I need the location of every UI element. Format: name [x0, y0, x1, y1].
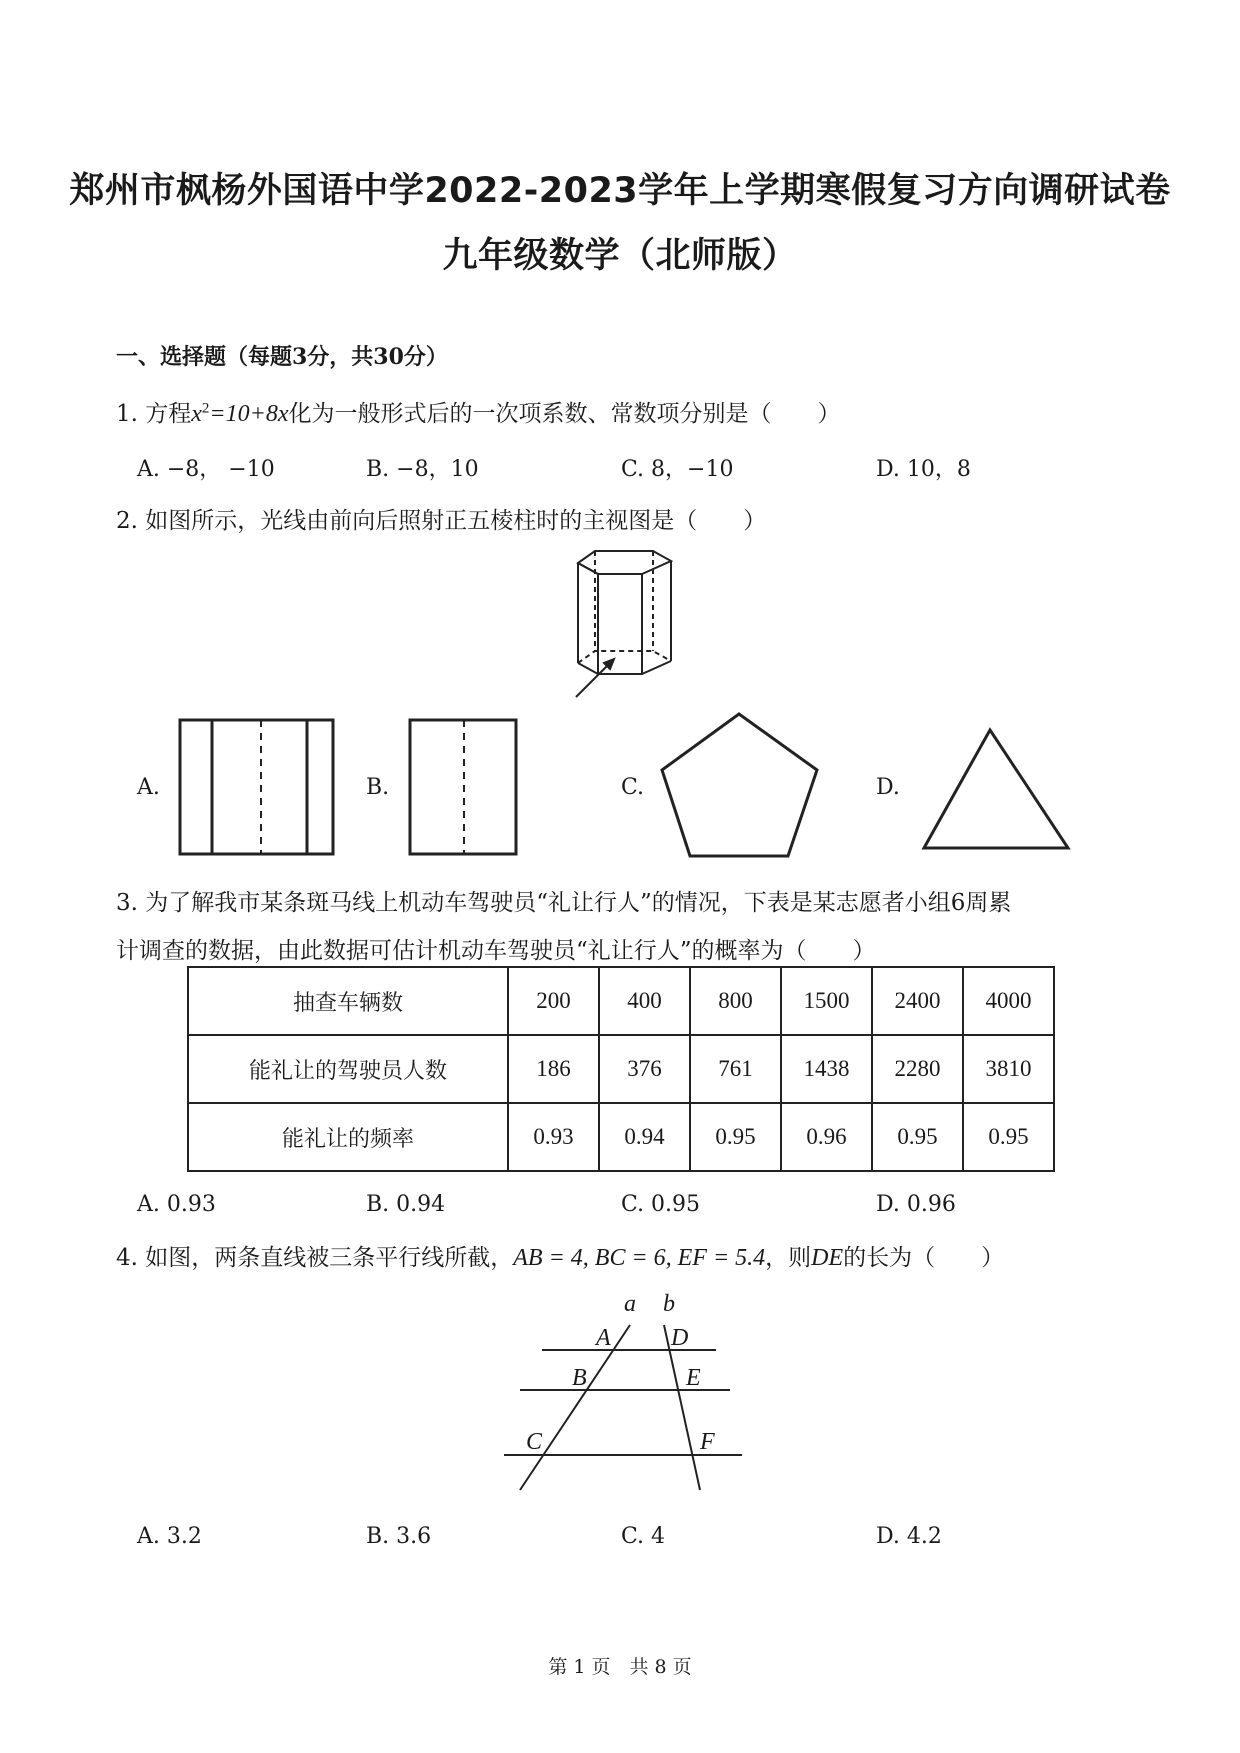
- label-C: C: [526, 1429, 543, 1455]
- equation-rest: =10+8x: [209, 401, 289, 427]
- table-row-header: 能礼让的频率: [188, 1103, 508, 1171]
- option-a[interactable]: A. 3.2: [137, 1524, 202, 1549]
- table-cell: 4000: [963, 967, 1054, 1035]
- question-number: 3.: [116, 890, 138, 916]
- table-cell: 0.93: [508, 1103, 599, 1171]
- exam-subtitle: 九年级数学（北师版）: [442, 236, 798, 276]
- table-cell: 3810: [963, 1035, 1054, 1103]
- option-b[interactable]: B. 0.94: [366, 1192, 446, 1217]
- label-E: E: [686, 1365, 701, 1391]
- equation-x: x: [191, 401, 202, 427]
- option-c[interactable]: C.: [621, 775, 645, 800]
- question-number: 1.: [116, 401, 138, 427]
- question-text: 为了解我市某条斑马线上机动车驾驶员“礼让行人”的情况，下表是某志愿者小组6周累: [145, 890, 1012, 916]
- equation-exponent: 2: [201, 400, 210, 417]
- label-F: F: [700, 1429, 715, 1455]
- table-cell: 0.94: [599, 1103, 690, 1171]
- option-d[interactable]: D. 10，8: [876, 457, 971, 482]
- table-row: [188, 967, 1054, 1035]
- question-3: [116, 884, 1011, 917]
- table-cell: 400: [599, 967, 690, 1035]
- table-cell: 376: [599, 1035, 690, 1103]
- table-cell: 200: [508, 967, 599, 1035]
- table-row: [188, 1103, 1054, 1171]
- question-text: 如图所示，光线由前向后照射正五棱柱时的主视图是（ ）: [145, 508, 767, 534]
- label-D: D: [671, 1325, 689, 1351]
- target-segment: DE: [811, 1245, 844, 1271]
- question-2: [116, 502, 766, 535]
- table-row-header: 能礼让的驾驶员人数: [188, 1035, 508, 1103]
- table-row-header: 抽查车辆数: [188, 967, 508, 1035]
- table-cell: 761: [690, 1035, 781, 1103]
- table-row: [188, 1035, 1054, 1103]
- table-cell: 0.95: [872, 1103, 963, 1171]
- option-c[interactable]: C. 4: [621, 1524, 666, 1549]
- question-text: ，则: [765, 1245, 812, 1271]
- option-b[interactable]: B. −8，10: [366, 457, 479, 482]
- question-text: 方程: [145, 401, 192, 427]
- option-d[interactable]: D.: [876, 775, 900, 800]
- option-a-figure[interactable]: [178, 718, 338, 858]
- label-B: B: [572, 1365, 587, 1391]
- question-1: [116, 395, 840, 428]
- label-b: b: [663, 1291, 675, 1317]
- table-cell: 2400: [872, 967, 963, 1035]
- question-text: 化为一般形式后的一次项系数、常数项分别是（ ）: [288, 401, 841, 427]
- table-cell: 800: [690, 967, 781, 1035]
- option-a[interactable]: A. −8， −10: [137, 457, 275, 482]
- survey-table: [187, 966, 1055, 1172]
- option-d-figure[interactable]: [922, 728, 1072, 853]
- label-A: A: [596, 1325, 611, 1351]
- question-text: 的长为（ ）: [843, 1245, 1005, 1271]
- option-c[interactable]: C. 8，−10: [621, 457, 734, 482]
- question-4: [116, 1239, 1004, 1272]
- option-a[interactable]: A.: [137, 775, 160, 800]
- option-c[interactable]: C. 0.95: [621, 1192, 701, 1217]
- option-b-figure[interactable]: [408, 718, 520, 858]
- exam-title: 郑州市枫杨外国语中学2022-2023学年上学期寒假复习方向调研试卷: [69, 171, 1171, 211]
- option-b[interactable]: B. 3.6: [366, 1524, 432, 1549]
- table-cell: 0.96: [781, 1103, 872, 1171]
- table-cell: 0.95: [690, 1103, 781, 1171]
- option-b[interactable]: B.: [366, 775, 390, 800]
- question-3-line2: 计调查的数据，由此数据可估计机动车驾驶员“礼让行人”的概率为（ ）: [116, 938, 876, 964]
- table-cell: 1438: [781, 1035, 872, 1103]
- option-d[interactable]: D. 4.2: [876, 1524, 942, 1549]
- table-cell: 1500: [781, 967, 872, 1035]
- section-heading: 一、选择题（每题3分，共30分）: [116, 344, 448, 370]
- page-number: 第 1 页 共 8 页: [548, 1656, 692, 1678]
- question-number: 4.: [116, 1245, 138, 1271]
- option-a[interactable]: A. 0.93: [137, 1192, 216, 1217]
- option-c-figure[interactable]: [660, 712, 820, 862]
- table-cell: 0.95: [963, 1103, 1054, 1171]
- question-number: 2.: [116, 508, 138, 534]
- table-cell: 2280: [872, 1035, 963, 1103]
- pentagonal-prism-figure: [560, 545, 700, 705]
- table-cell: 186: [508, 1035, 599, 1103]
- given-lengths: AB = 4, BC = 6, EF = 5.4: [513, 1245, 766, 1271]
- question-text: 如图，两条直线被三条平行线所截，: [145, 1245, 514, 1271]
- option-d[interactable]: D. 0.96: [876, 1192, 956, 1217]
- label-a: a: [624, 1291, 636, 1317]
- parallel-lines-figure: [500, 1285, 760, 1500]
